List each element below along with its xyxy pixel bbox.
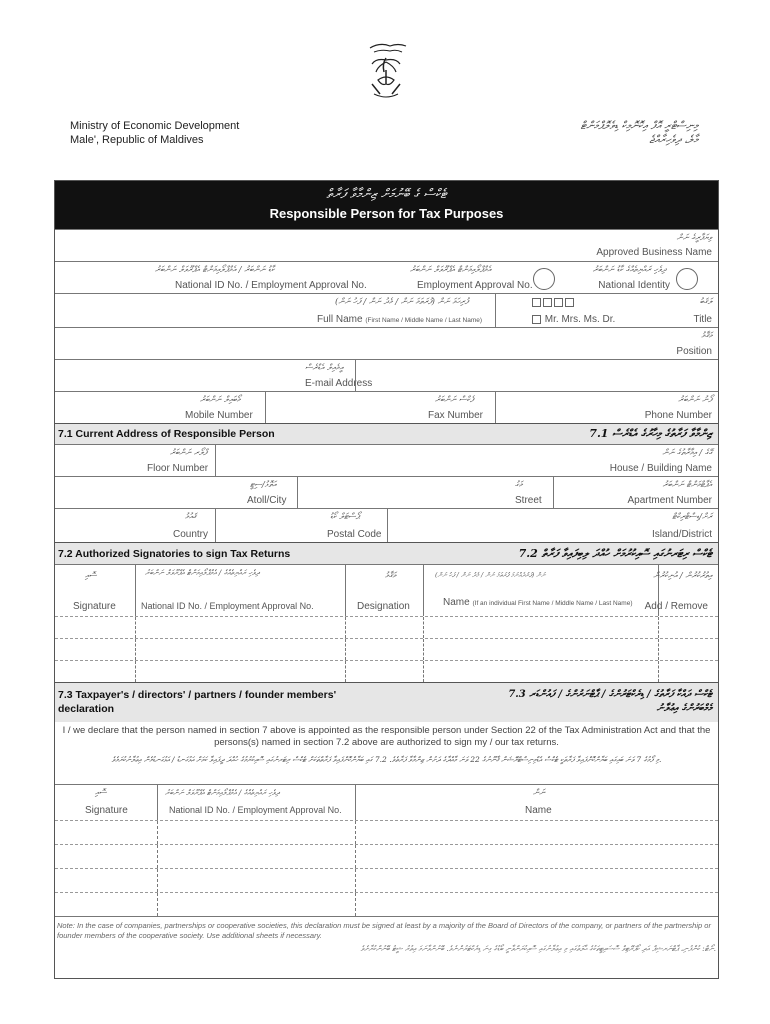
country-label-dv: ޤައުމު <box>185 512 197 522</box>
full-name-label-dv: ފުރިހަމަ ނަން (ފުރަތަމަ ނަން / މެދު ނަން / ފަހު ނަން) <box>335 297 469 307</box>
designation-col: Designation <box>357 601 410 612</box>
title-checkboxes-dv <box>531 298 575 307</box>
footer-note <box>55 916 718 978</box>
divider <box>553 477 554 508</box>
add-remove-col-dv: އިތުރުކުރުން / އުނިކުރުން <box>653 571 712 581</box>
decl-nid-col: National ID No. / Employment Approval No. <box>169 805 342 815</box>
title-options-text: Mr. Mrs. Ms. Dr. <box>544 314 616 325</box>
section-7-3-title-dv-l1: 7.3 ޓެކްސް ދައްކާ ފަރާތުގެ / ޑިރެކްޓަރުންގެ / ޕާޓްނަރުންގެ / ފައުންޑަރ <box>508 689 712 700</box>
position-label-dv: މަޤާމު <box>701 331 712 341</box>
ministry-location-en: Male', Republic of Maldives <box>70 134 204 146</box>
national-id-radio[interactable] <box>676 268 698 290</box>
work-permit-label-dv: އެމްޕްލޯއިމަންޓް އެޕްރޫވަލް ނަންބަރު <box>410 265 491 275</box>
divider <box>297 477 298 508</box>
signature-col: Signature <box>73 601 116 612</box>
dr-checkbox-dv[interactable] <box>532 298 541 307</box>
declaration-block <box>55 722 718 784</box>
decl-signature-col: Signature <box>85 805 128 816</box>
title-label-dv: ލަޤަބު <box>699 297 712 307</box>
maldives-emblem-icon <box>356 40 418 102</box>
divider <box>215 445 216 476</box>
divider <box>355 360 356 391</box>
nid-or-wp-label: National ID No. / Employment Approval No. <box>175 280 367 291</box>
fax-label: Fax Number <box>428 410 484 421</box>
decl-name-col: Name <box>525 805 552 816</box>
divider <box>387 509 388 542</box>
name-title-row <box>55 293 718 327</box>
declarant-row[interactable] <box>55 820 718 844</box>
house-row <box>55 444 718 476</box>
apartment-label: Apartment Number <box>627 495 712 506</box>
phone-label-dv: ފޯނު ނަންބަރު <box>678 395 712 405</box>
name-col-dv: ނަން (ފަރުދެއްނަމަ ފުރަތަމަ ނަން / މެދު ނަން / ފަހު ނަން) <box>435 571 546 579</box>
ministry-name-dv: މިނިސްޓްރީ އޮފް އިކޮނޮމިކް ޑިވެލޮޕްމަންޓް <box>580 119 698 132</box>
mobile-label: Mobile Number <box>185 410 253 421</box>
form-title-bar <box>55 181 718 229</box>
divider <box>157 785 158 820</box>
email-row <box>55 359 718 391</box>
full-name-text: Full Name <box>317 314 363 325</box>
fax-label-dv: ފެކްސް ނަންބަރު <box>435 395 474 405</box>
declaration-dv: މި ފޯމުގެ 7 ވަނަ ބައިގައި ބަޔާންކޮށްފައިވާ ފަރާތަކީ ޓެކްސް އެޑްމިނިސްޓްރޭޝަން ޤާނޫނުގެ 22 ވަނަ މާއްދާގެ ދަށުން ޒިންމާވާ ފަރާތެވެ. 7.2 ގައި ބަޔާންކޮށްފައިވާ ފަރާތްތަކަށް ޓެކްސް ރިޓަރނުގައި ސޮއިކުރުމުގެ ހުއްދަ ދީފައިވާ ކަމަށް އަޅުގަނޑު / އަޅުގަނޑުމެން އިޢުލާނުކުރަމެވެ. <box>111 755 662 764</box>
signatory-row[interactable] <box>55 638 718 660</box>
nid-col-dv: ދިވެހި ރައްޔިތެއްގެ / އެމްޕްލޯއިމަންޓް އެޕްރޫވަލް ނަންބަރު <box>145 568 260 577</box>
name-col <box>443 597 633 608</box>
floor-label-dv: ފްލޯރ ނަންބަރު <box>170 448 208 458</box>
note-dv: ނޯޓް: ކުންފުނި، ޕާޓްނަރޝިޕް އަދި ކޯޕަރޭޓިވް ސޮސައިޓީތަކުގެ ޙާލަތުގައި މި އިޢުލާނުގައި ސޮއިކުރަންވާނީ ބޯޑުގެ ގިނަ ޑިރެކްޓަރުންނެވެ. ބޭނުންވާނަމަ އިތުރު ޝީޓު ބޭނުންކުރާށެވެ. <box>360 944 716 953</box>
title-label: Title <box>693 314 712 325</box>
declarant-row[interactable] <box>55 844 718 868</box>
country-row <box>55 508 718 542</box>
mr-checkbox-dv[interactable] <box>565 298 574 307</box>
island-label-dv: ރަށް/ޑިސްޓްރިކްޓް <box>672 512 712 522</box>
decl-signature-col-dv: ސޮއި <box>95 788 107 798</box>
phone-row <box>55 391 718 423</box>
declarant-row[interactable] <box>55 868 718 892</box>
business-name-label-dv: ވިޔަފާރީގެ ނަން <box>676 233 712 243</box>
national-id-label-dv: ދިވެހި ރައްޔިތެއްގެ ކާޑު ނަންބަރު <box>592 265 666 275</box>
ministry-location-dv: މާލެ، ދިވެހިރާއްޖެ <box>649 133 698 146</box>
section-7-2-header <box>55 542 718 564</box>
street-label: Street <box>515 495 542 506</box>
phone-label: Phone Number <box>644 410 712 421</box>
apartment-label-dv: އެޕާޓްމަންޓް ނަންބަރު <box>662 480 712 490</box>
decl-name-col-dv: ނަން <box>533 788 545 798</box>
national-id-label: National Identity <box>598 280 670 291</box>
id-row <box>55 261 718 293</box>
signature-col-dv: ސޮއި <box>85 571 97 581</box>
full-name-hint: (First Name / Middle Name / Last Name) <box>365 317 483 324</box>
island-label: Island/District <box>651 529 712 540</box>
tax-form <box>54 180 719 979</box>
section-7-3-title-en-l2: declaration <box>58 703 115 715</box>
email-label-dv: އީމެއިލް އެޑްރެސް <box>305 363 344 373</box>
signatory-row[interactable] <box>55 660 718 682</box>
section-7-2-title-dv: 7.2 ޓެކްސް ރިޓަރނުގައި ސޮއިކުރުމަށް ހުއްދަ ލިބިފައިވާ ފަރާތް <box>518 547 712 560</box>
divider <box>215 509 216 542</box>
position-row[interactable] <box>55 327 718 359</box>
mobile-label-dv: މޯބައިލް ނަންބަރު <box>200 395 241 405</box>
position-label: Position <box>676 346 712 357</box>
nid-or-wp-label-dv: ކާޑު ނަންބަރު / އެމްޕްލޯއިމަންޓް އެޕްރޫވަލް ނަންބަރު <box>155 265 275 275</box>
signatories-header-row <box>55 564 718 616</box>
divider <box>345 565 346 616</box>
work-permit-radio[interactable] <box>533 268 555 290</box>
divider <box>355 785 356 820</box>
email-label: E-mail Address <box>305 378 373 389</box>
house-label: House / Building Name <box>609 463 712 474</box>
add-remove-col: Add / Remove <box>644 601 708 612</box>
atoll-label: Atoll/City <box>247 495 287 506</box>
street-label-dv: މަގު <box>515 480 523 490</box>
atoll-label-dv: އަތޮޅު/ސިޓީ <box>250 480 277 490</box>
divider <box>495 294 496 327</box>
floor-label: Floor Number <box>147 463 209 474</box>
section-7-3-header <box>55 682 718 722</box>
postal-label: Postal Code <box>327 529 382 540</box>
section-7-1-header <box>55 423 718 444</box>
signatory-row[interactable] <box>55 616 718 638</box>
street-row <box>55 476 718 508</box>
nid-col: National ID No. / Employment Approval No. <box>141 601 314 611</box>
section-7-3-title-en-l1: 7.3 Taxpayer's / directors' / partners / founder members' <box>58 689 337 701</box>
country-label: Country <box>173 529 209 540</box>
note-en: Note: In the case of companies, partnerships or cooperative societies, this declaration must be signed at least by a majority of the Board of Directors of the company, or partners of the partnership or founder members of the cooperative society. Use additional sheets if necessary. <box>57 921 711 940</box>
section-7-2-title-en: 7.2 Authorized Signatories to sign Tax Returns <box>58 548 291 560</box>
section-7-3-title-dv <box>508 688 712 716</box>
designation-col-dv: މަޤާމު <box>385 571 396 581</box>
title-checkbox[interactable] <box>532 315 541 324</box>
divider <box>135 565 136 616</box>
title-options[interactable] <box>531 314 615 325</box>
name-col-text: Name <box>443 597 470 608</box>
name-col-hint: (If an individual First Name / Middle Name / Last Name) <box>472 600 633 607</box>
ms-checkbox-dv[interactable] <box>543 298 552 307</box>
ministry-address-en <box>70 119 239 147</box>
house-label-dv: ގޭގެ / އިމާރާތުގެ ނަން <box>662 448 712 458</box>
full-name-label <box>317 314 482 325</box>
divider <box>265 392 266 423</box>
declarant-row[interactable] <box>55 892 718 916</box>
form-title-en: Responsible Person for Tax Purposes <box>269 206 504 221</box>
declaration-header-row <box>55 784 718 820</box>
postal-label-dv: ޕޯސްޓަލް ކޯޑު <box>330 512 360 522</box>
decl-nid-col-dv: ދިވެހި ރައްޔިތެއްގެ / އެމްޕްލޯއިމަންޓް އެޕްރޫވަލް ނަންބަރު <box>165 788 280 797</box>
business-name-label: Approved Business Name <box>596 247 712 258</box>
section-7-1-title-dv: 7.1 ޒިންމާވާ ފަރާތުގެ މިހާރުގެ އެޑްރެސް <box>589 427 712 440</box>
declaration-en: I / we declare that the person named in section 7 above is appointed as the responsible person under Section 22 of the Tax Administration Act and that the persons(s) named in section 7.2 above are authorized to sign my / our tax returns. <box>62 725 711 748</box>
mrs-checkbox-dv[interactable] <box>554 298 563 307</box>
divider <box>423 565 424 616</box>
form-title-dv: ޓެކްސް ގެ ބޭނުމަށް ޒިންމާވާ ފަރާތް <box>326 187 447 202</box>
divider <box>495 392 496 423</box>
ministry-name-en: Ministry of Economic Development <box>70 120 240 132</box>
ministry-address-dv <box>581 119 699 147</box>
business-name-row[interactable] <box>55 229 718 261</box>
section-7-1-title-en: 7.1 Current Address of Responsible Person <box>58 428 275 440</box>
section-7-3-title-dv-l2: މެމްބަރުންގެ އިޢުލާނު <box>656 703 712 714</box>
section-7-3-title-en <box>58 688 336 716</box>
work-permit-label: Employment Approval No. <box>417 280 533 291</box>
